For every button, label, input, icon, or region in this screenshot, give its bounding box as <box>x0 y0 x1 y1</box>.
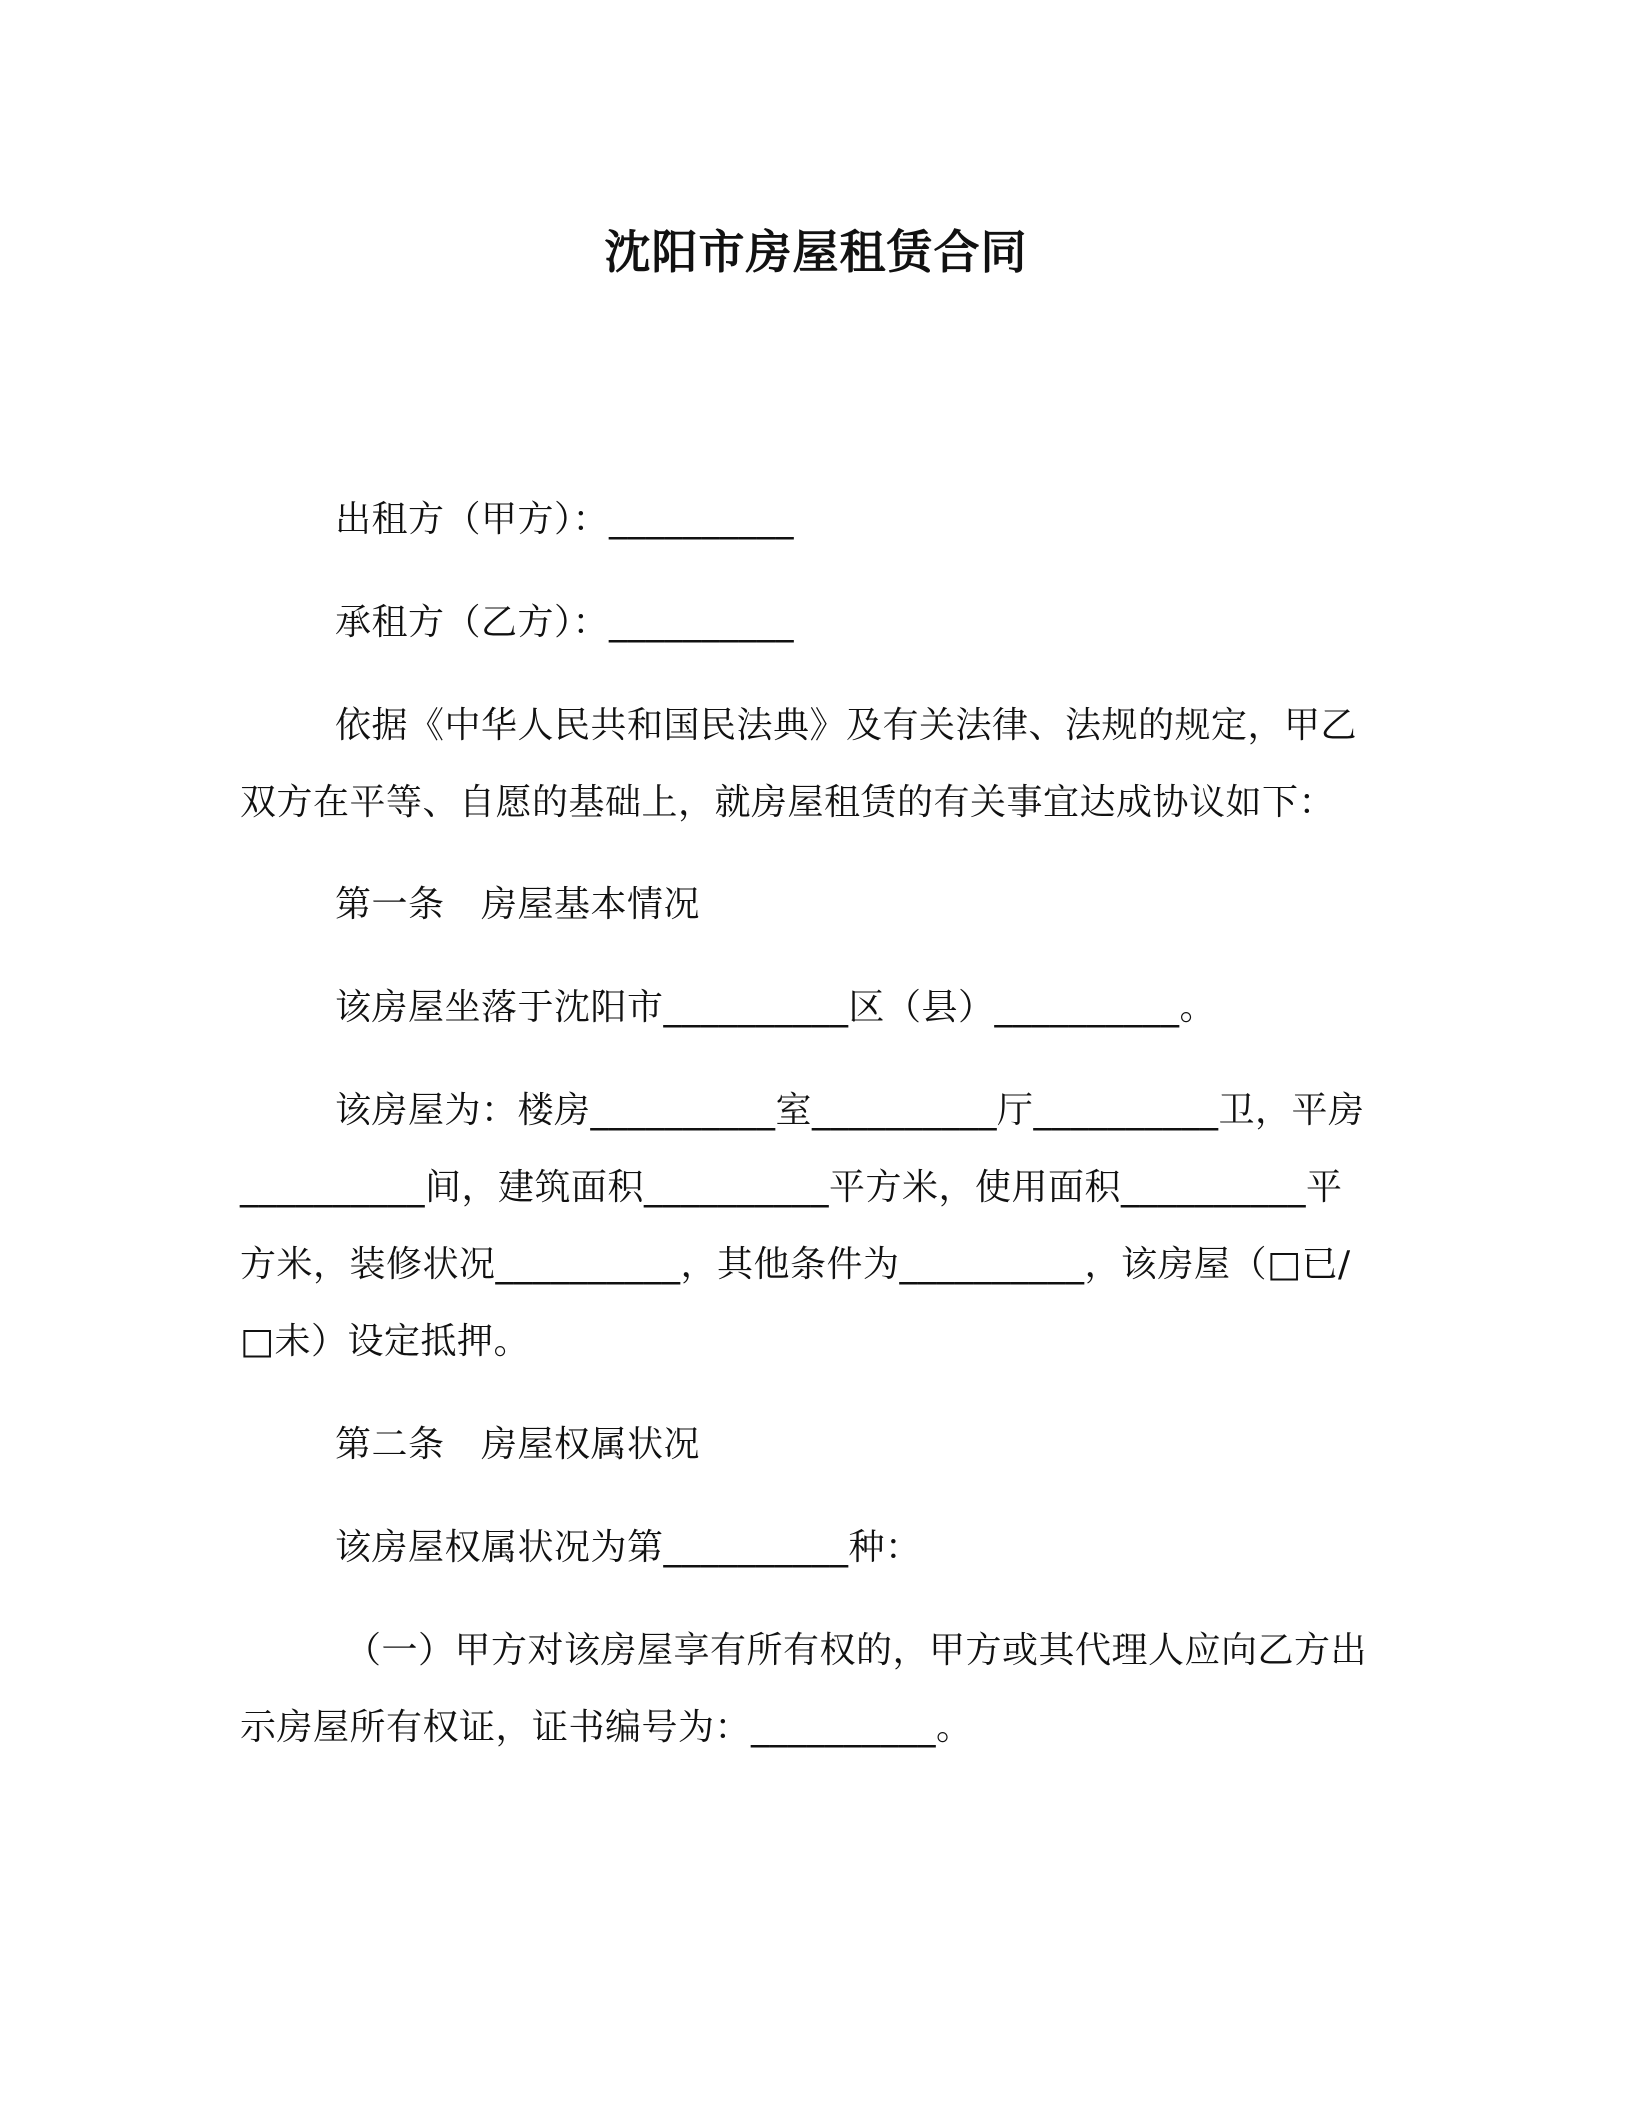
house-desc-line-4: □未）设定抵押。 <box>240 1321 531 1362</box>
preamble-line-2: 双方在平等、自愿的基础上，就房屋租赁的有关事宜达成协议如下： <box>240 782 1336 823</box>
house-desc-line-3: 方米，装修状况__________，其他条件为__________，该房屋（□已/ <box>240 1244 1351 1285</box>
lessee-line: 承租方（乙方）：__________ <box>335 602 795 643</box>
lessor-line: 出租方（甲方）：__________ <box>335 499 795 540</box>
article-1-heading: 第一条 房屋基本情况 <box>335 884 701 925</box>
document-title: 沈阳市房屋租赁合同 <box>604 225 1028 279</box>
preamble-line-1: 依据《中华人民共和国民法典》及有关法律、法规的规定，甲乙 <box>335 705 1358 746</box>
ownership-type-line: 该房屋权属状况为第__________种： <box>335 1527 922 1568</box>
ownership-item-1-line-1: （一）甲方对该房屋享有所有权的，甲方或其代理人应向乙方出 <box>345 1630 1368 1671</box>
article-2-heading: 第二条 房屋权属状况 <box>335 1424 701 1465</box>
ownership-item-1-line-2: 示房屋所有权证，证书编号为：__________。 <box>240 1707 973 1748</box>
location-line: 该房屋坐落于沈阳市__________区（县）__________。 <box>335 987 1217 1028</box>
house-desc-line-2: __________间，建筑面积__________平方米，使用面积__________平 <box>240 1167 1343 1208</box>
house-desc-line-1: 该房屋为：楼房__________室__________厅__________卫，平房 <box>335 1090 1365 1131</box>
